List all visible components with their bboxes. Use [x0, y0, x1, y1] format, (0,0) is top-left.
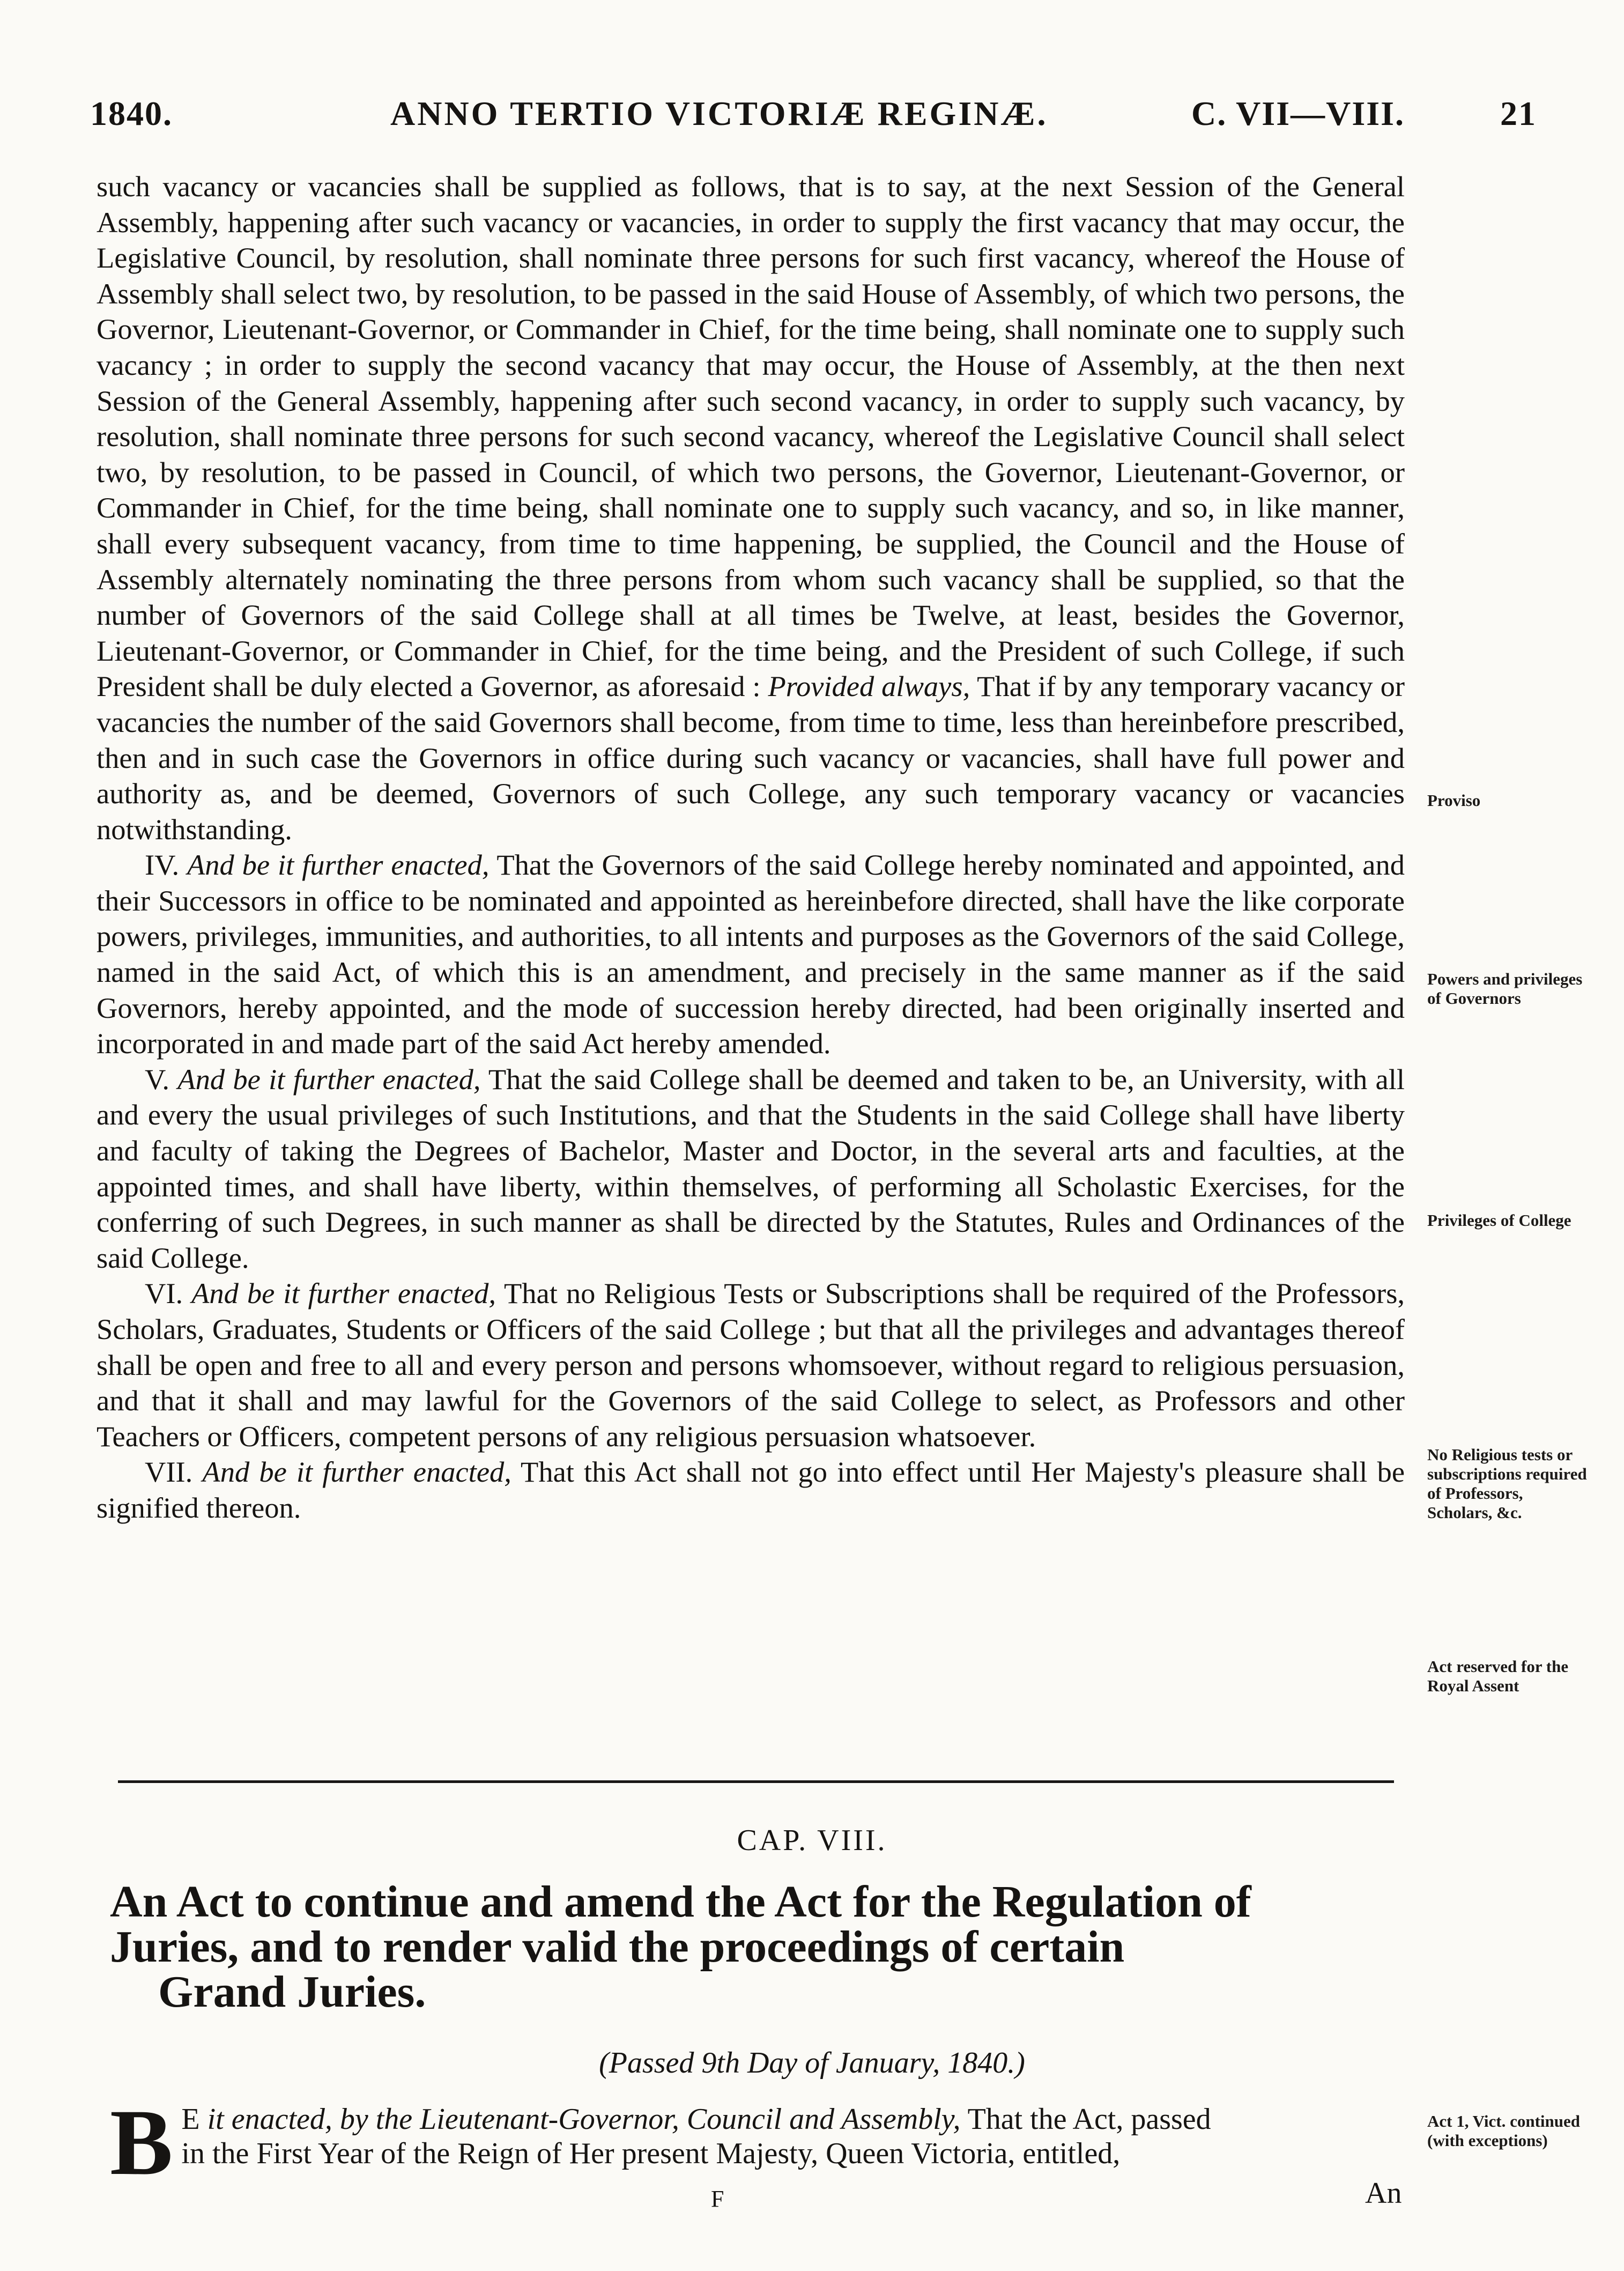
catchword: An — [1365, 2177, 1402, 2210]
act-title-line-1: An Act to continue and amend the Act for the Regulation of — [110, 1877, 1251, 1927]
proviso-text: That if by any temporary vacancy or vacancies the number of the said Governors shall become, from time to time, less than hereinbefore prescribed, then and in such case the Governors in office during such vacancy or vacancies, shall have full power and authority as, and be deemed, Governors of such College, any such temporary vacancy or vacancies notwithstanding. — [97, 670, 1405, 846]
section-continued — [97, 169, 1405, 847]
section-iv — [97, 847, 1405, 1062]
section-lead: And be it further enacted, — [191, 1277, 496, 1310]
section-number: VII. — [145, 1455, 193, 1489]
enacting-text-2: in the First Year of the Reign of Her present Majesty, Queen Victoria, entitled, — [181, 2137, 1121, 2170]
margin-note-religious: No Religious tests or subscriptions required of Professors, Scholars, &c. — [1427, 1445, 1587, 1522]
section-vi — [97, 1276, 1405, 1454]
margin-note-privileges: Privileges of College — [1427, 1211, 1571, 1230]
section-lead: And be it further enacted, — [202, 1455, 511, 1489]
continued-text: such vacancy or vacancies shall be supplied as follows, that is to say, at the next Session of the General Assembly, happening after such vacancy or vacancies, in order to supply the first vacancy that may occur, the Legislative Council, by resolution, shall nominate three persons for such first vacancy, whereof the House of Assembly shall select two, by resolution, to be passed in the said House of Assembly, of which two persons, the Governor, Lieutenant-Governor, or Commander in Chief, for the time being, shall nominate one to supply such vacancy ; in order to supply the second vacancy that may occur, the House of Assembly, at the then next Session of the General Assembly, happening after such second vacancy, in order to supply such vacancy, by resolution, shall nominate three persons for such second vacancy, whereof the Legislative Council shall select two, by resolution, to be passed in Council, of which two persons, the Governor, Lieutenant-Governor, or Commander in Chief, for the time being, shall nominate one to supply such vacancy, and so, in like manner, shall every subsequent vacancy, from time to time happening, be supplied, the Council and the House of Assembly alternately nominating the three persons from whom such vacancy shall be supplied, so that the number of Governors of the said College shall at all times be Twelve, at least, besides the Governor, Lieutenant-Governor, or Commander in Chief, for the time being, and the President of such College, if such President shall be duly elected a Governor, as aforesaid : — [97, 170, 1405, 703]
signature-mark: F — [711, 2186, 724, 2212]
margin-note-powers: Powers and privileges of Governors — [1427, 970, 1583, 1008]
section-number: IV. — [145, 848, 180, 882]
header-year: 1840. — [90, 94, 173, 132]
act-title-line-3: Grand Juries. — [158, 1967, 426, 2017]
section-text: That no Religious Tests or Subscriptions shall be required of the Professors, Scholars, Graduates, Students or Officers of the said College ; but that all the privileges and advantages thereof shall be open and free to all and every person and persons whomsoever, without regard to religious persuasion, and that it shall and may lawful for the Governors of the said College to select, as Professors and other Teachers or Officers, competent persons of any religious persuasion whatsoever. — [97, 1277, 1405, 1453]
section-number: VI. — [145, 1277, 183, 1310]
section-text: That the said College shall be deemed and taken to be, an University, with all and every the usual privileges of such Institutions, and that the Students in the said College shall have liberty and faculty of taking the Degrees of Bachelor, Master and Doctor, in the several arts and faculties, at the appointed times, and shall have liberty, within themselves, of performing all Scholastic Exercises, for the conferring of such Degrees, in such manner as shall be directed by the Statutes, Rules and Ordinances of the said College. — [97, 1062, 1405, 1274]
margin-note-act: Act 1, Vict. continued (with exceptions) — [1427, 2112, 1581, 2150]
margin-note-proviso: Proviso — [1427, 791, 1481, 810]
running-title: ANNO TERTIO VICTORIÆ REGINÆ. — [390, 94, 1048, 132]
section-text: That the Governors of the said College hereby nominated and appointed, and their Successors in office to be nominated and appointed as hereinbefore directed, shall have the like corporate powers, privileges, immunities, and authorities, to all intents and purposes as the Governors of the said College, named in the said Act, of which this is an amendment, and precisely in the same manner as if the said Governors, hereby appointed, and the mode of succession hereby directed, had been originally inserted and incorporated in and made part of the said Act hereby amended. — [97, 848, 1405, 1060]
proviso-lead: Provided always, — [768, 670, 970, 703]
section-divider — [118, 1780, 1394, 1783]
cap-heading: CAP. VIII. — [737, 1824, 887, 1857]
section-lead: And be it further enacted, — [177, 1062, 481, 1096]
chapter-reference: C. VII—VIII. — [1191, 94, 1405, 132]
act-title-line-2: Juries, and to render valid the proceedings of certain — [110, 1922, 1125, 1972]
section-vii — [97, 1454, 1405, 1526]
enacting-clause — [110, 2090, 1407, 2195]
drop-cap: B — [110, 2090, 173, 2195]
body-text — [97, 169, 1405, 1526]
enacting-first-letters: E — [181, 2103, 200, 2136]
section-lead: And be it further enacted, — [187, 848, 490, 882]
section-number: V. — [145, 1062, 169, 1096]
page-number: 21 — [1500, 94, 1537, 132]
section-v — [97, 1062, 1405, 1276]
enacting-line-1 — [110, 2102, 1407, 2136]
enacting-lead: it enacted, by the Lieutenant-Governor, Council and Assembly, — [207, 2103, 961, 2136]
enacting-text-1: That the Act, passed — [967, 2103, 1211, 2136]
section-text: That this Act shall not go into effect until Her Majesty's pleasure shall be signified thereon. — [97, 1455, 1405, 1524]
margin-note-assent: Act reserved for the Royal Assent — [1427, 1657, 1569, 1695]
passed-date: (Passed 9th Day of January, 1840.) — [599, 2046, 1025, 2080]
act-title — [110, 1877, 1413, 2017]
